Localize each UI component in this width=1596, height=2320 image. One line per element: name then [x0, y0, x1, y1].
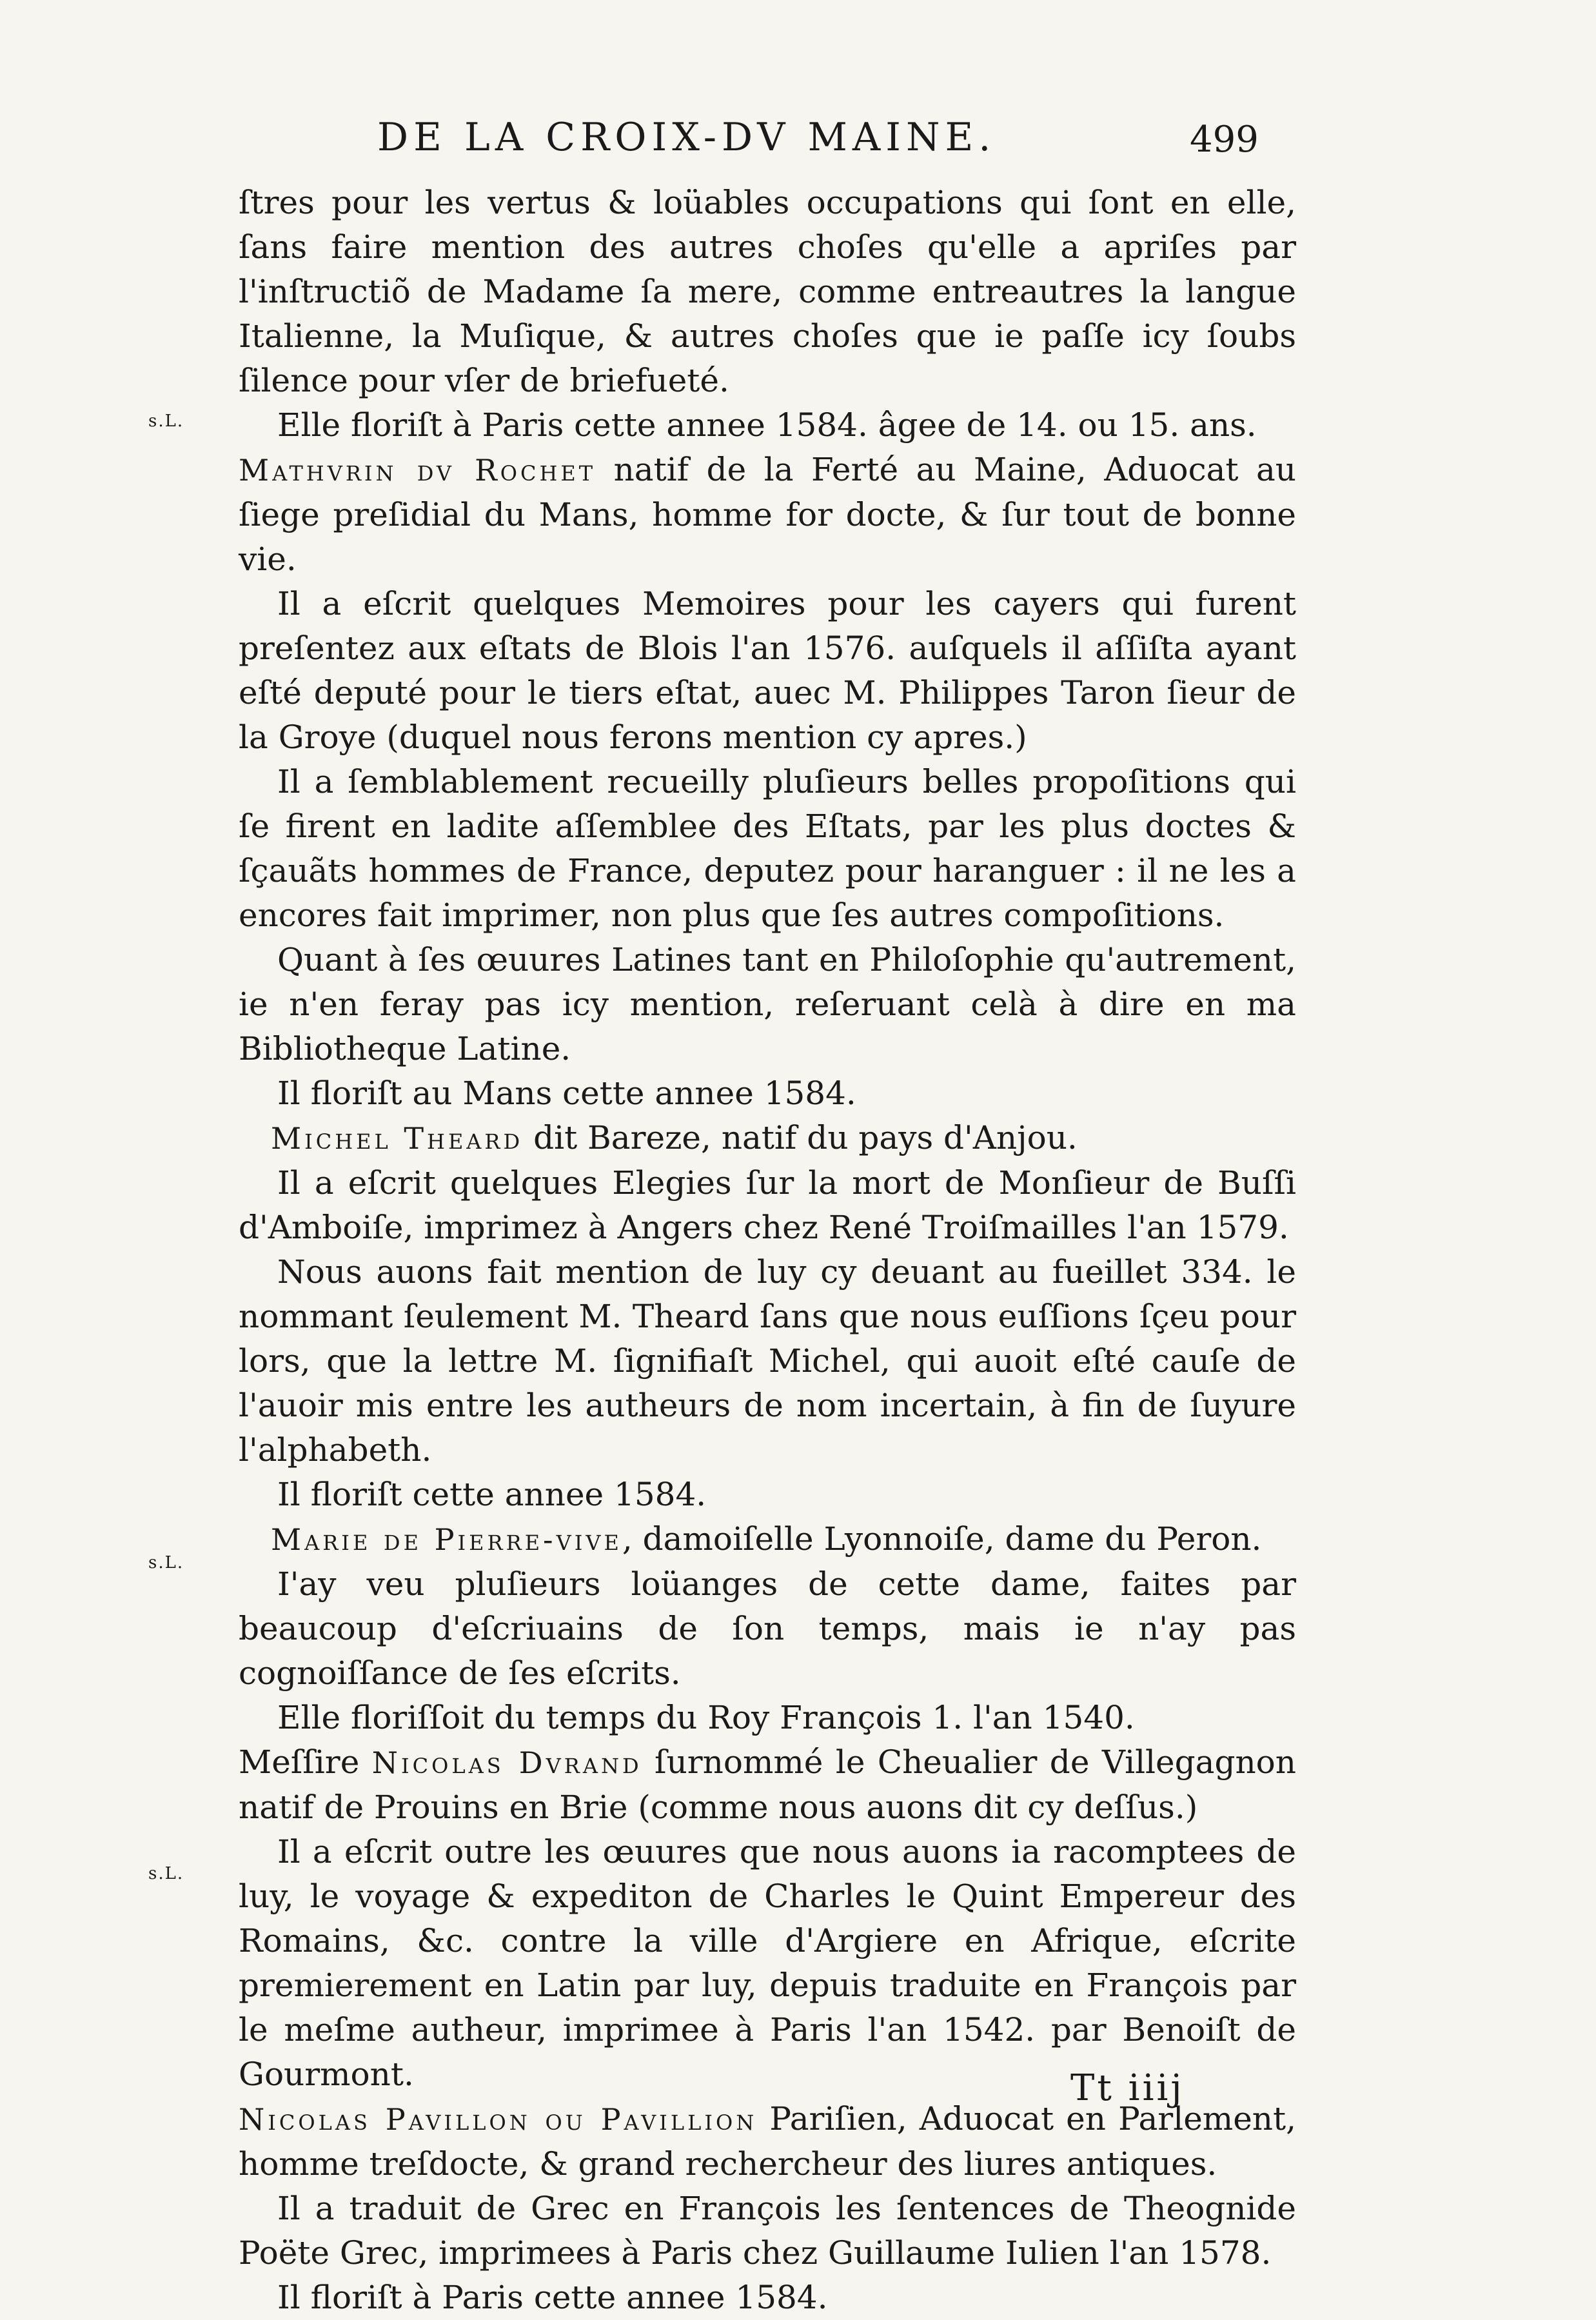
paragraph: Il a eſcrit outre les œuures que nous auons ia racomptees de luy, le voyage & expediton de Charles le Quint Empereur des Romains, &c. contre la ville d'Argiere en Afrique, eſcrite premierement en Latin par luy, depuis traduite en François par le meſme autheur, imprimee à Paris l'an 1542. par Benoiſt de Gourmont.	[239, 1833, 1296, 2093]
page-header	[0, 115, 1596, 166]
running-head: DE LA CROIX-DV MAINE.	[377, 115, 996, 160]
entry-description: natif de la Ferté au Maine, Aduocat au ſiege preſidial du Mans, homme for docte, & ſur tout de bonne vie.	[239, 451, 1296, 578]
author-name: Nicolas Pavillon ou Pavillion	[239, 2102, 758, 2137]
entry-heading	[239, 1116, 1296, 1161]
side-marker: s.L.	[148, 1864, 184, 1883]
paragraph: Nous auons fait mention de luy cy deuant au fueillet 334. le nommant ſeulement M. Theard ſans que nous euſſions ſçeu pour lors, que la lettre M. ſignifiaſt Michel, qui auoit eſté cauſe de l'auoir mis entre les autheurs de nom incertain, à fin de ſuyure l'alphabeth.	[239, 1253, 1296, 1469]
entry-description: , damoiſelle Lyonnoiſe, dame du Peron.	[622, 1520, 1262, 1558]
entry-heading	[239, 2097, 1296, 2186]
entry-description: Pariſien, Aduocat en Parlement, homme treſdocte, & grand rechercheur des liures antiques.	[239, 2100, 1296, 2183]
author-name: Marie de Pierre-vive	[271, 1522, 622, 1557]
paragraph: Elle floriſſoit du temps du Roy François 1. l'an 1540.	[277, 1699, 1135, 1736]
entry-description: dit Bareze, natif du pays d'Anjou.	[523, 1119, 1078, 1156]
paragraph: Elle floriſt à Paris cette annee 1584. âgee de 14. ou 15. ans.	[277, 406, 1257, 444]
paragraph: Il a ſemblablement recueilly pluſieurs belles propoſitions qui ſe firent en ladite aſſemblee des Eſtats, par les plus doctes & ſçauãts hommes de France, deputez pour haranguer : il ne les a encores fait imprimer, non plus que ſes autres compoſitions.	[239, 763, 1296, 934]
page-number: 499	[1190, 119, 1259, 161]
entry-description: ſurnommé le Cheualier de Villegagnon natif de Prouins en Brie (comme nous auons dit cy deſſus.)	[239, 1743, 1296, 1826]
body-text	[239, 181, 1296, 2320]
paragraph: Il floriſt cette annee 1584.	[277, 1476, 707, 1513]
entry-heading	[239, 1740, 1296, 1830]
paragraph: Quant à ſes œuures Latines tant en Philoſophie qu'autrement, ie n'en feray pas icy mention, reſeruant celà à dire en ma Bibliotheque Latine.	[239, 941, 1296, 1067]
paragraph: ſtres pour les vertus & loüables occupations qui ſont en elle, ſans faire mention des autres choſes qu'elle a apriſes par l'inſtructiõ de Madame ſa mere, comme entreautres la langue Italienne, la Muſique, & autres choſes que ie paſſe icy ſoubs ſilence pour vſer de briefueté.	[239, 184, 1296, 399]
paragraph: Il floriſt à Paris cette annee 1584.	[277, 2279, 828, 2316]
paragraph: Il a eſcrit quelques Memoires pour les cayers qui furent preſentez aux eſtats de Blois l'an 1576. auſquels il aſſiſta ayant eſté deputé pour le tiers eſtat, auec M. Philippes Taron ſieur de la Groye (duquel nous ferons mention cy apres.)	[239, 585, 1296, 756]
title-prefix: Meſſire	[239, 1743, 372, 1781]
signature-mark: Tt iiij	[1070, 2067, 1185, 2109]
side-marker: s.L.	[148, 411, 184, 431]
paragraph: I'ay veu pluſieurs loüanges de cette dame, faites par beaucoup d'eſcriuains de ſon temps, mais ie n'ay pas cognoiſſance de ſes eſcrits.	[239, 1565, 1296, 1692]
entry-heading	[239, 1517, 1296, 1562]
author-name: Michel Theard	[271, 1121, 524, 1156]
author-name: Nicolas Dvrand	[371, 1745, 642, 1780]
paragraph: Il a eſcrit quelques Elegies ſur la mort de Monſieur de Buſſi d'Amboiſe, imprimez à Angers chez René Troiſmailles l'an 1579.	[239, 1164, 1296, 1246]
paragraph: Il floriſt au Mans cette annee 1584.	[277, 1075, 856, 1112]
author-name: Mathvrin dv Rochet	[239, 453, 596, 488]
side-marker: s.L.	[148, 1553, 184, 1572]
paragraph: Il a traduit de Grec en François les ſentences de Theognide Poëte Grec, imprimees à Paris chez Guillaume Iulien l'an 1578.	[239, 2190, 1296, 2272]
entry-heading	[239, 448, 1296, 582]
